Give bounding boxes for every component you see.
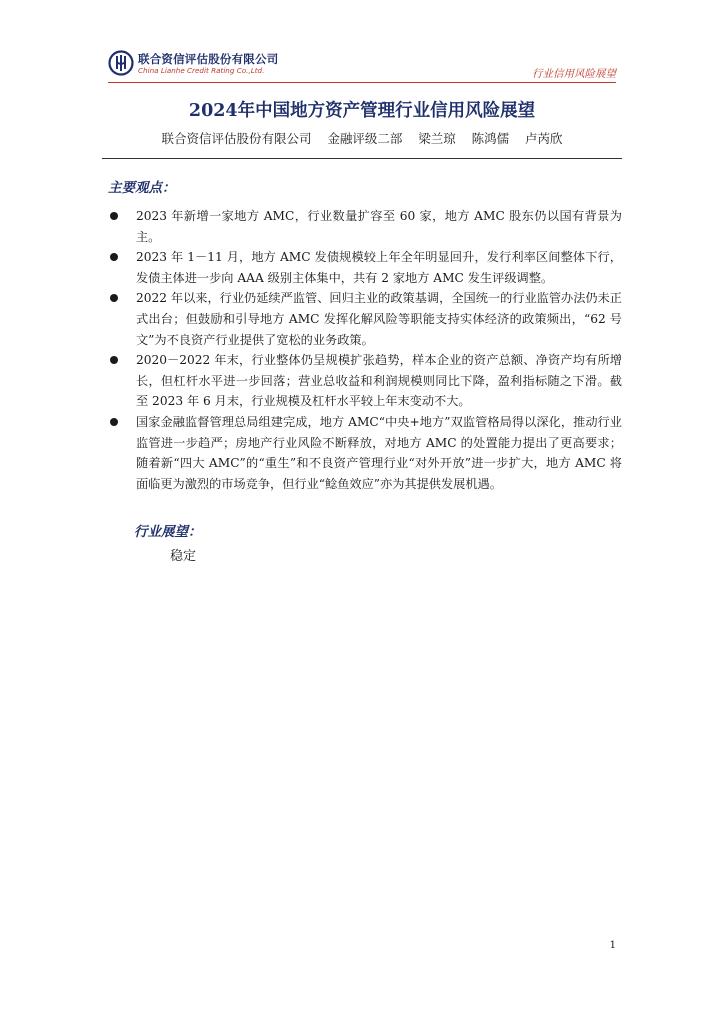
company-name-cn: 联合资信评估股份有限公司 — [138, 52, 279, 66]
list-item — [110, 350, 622, 412]
bullet-icon — [110, 418, 118, 426]
lianhe-logo-icon — [108, 50, 134, 76]
key-points-list — [110, 206, 622, 494]
list-item — [110, 247, 622, 288]
document-title: 2024年中国地方资产管理行业信用风险展望 — [188, 101, 536, 121]
list-item — [110, 412, 622, 494]
bullet-icon — [110, 253, 118, 261]
company-name-en: China Lianhe Credit Rating Co.,Ltd. — [138, 66, 265, 75]
header-divider — [108, 82, 616, 83]
key-point-text: 2022 年以来，行业仍延续严监管、回归主业的政策基调，全国统一的行业监管办法仍未正式出台；但鼓励和引导地方 AMC 发挥化解风险等职能支持实体经济的政策频出，“62 号文”为不良资产行业提供了宽松的业务政策。 — [136, 291, 622, 347]
title-divider — [102, 158, 622, 159]
page-number: 1 — [609, 940, 616, 951]
bullet-icon — [110, 212, 118, 220]
key-points-heading: 主要观点： — [108, 180, 176, 196]
key-point-text: 2023 年 1－11 月，地方 AMC 发债规模较上年全年明显回升，发行利率区间整体下行，发债主体进一步向 AAA 级别主体集中，共有 2 家地方 AMC 发生评级调整。 — [136, 250, 622, 285]
list-item — [110, 288, 622, 350]
bullet-icon — [110, 356, 118, 364]
key-point-text: 2023 年新增一家地方 AMC，行业数量扩容至 60 家，地方 AMC 股东仍以国有背景为主。 — [136, 209, 622, 244]
outlook-heading: 行业展望： — [134, 524, 202, 540]
bullet-icon — [110, 294, 118, 302]
list-item — [110, 206, 622, 247]
key-point-text: 国家金融监督管理总局组建完成，地方 AMC“中央+地方”双监管格局得以深化，推动行业监管进一步趋严；房地产行业风险不断释放，对地方 AMC 的处置能力提出了更高要求；随着新“四大 AMC”的“重生”和不良资产管理行业“对外开放”进一步扩大，地方 AMC 将面临更为激烈的市场竞争，但行业“鲶鱼效应”亦为其提供发展机遇。 — [136, 414, 622, 491]
key-point-text: 2020－2022 年末，行业整体仍呈规模扩张趋势，样本企业的资产总额、净资产均有所增长，但杠杆水平进一步回落；营业总收益和利润规模则同比下降，盈利指标随之下滑。截至 2023 年 6 月末，行业规模及杠杆水平较上年末变动不大。 — [136, 353, 622, 409]
author-line: 联合资信评估股份有限公司 金融评级二部 梁兰琼 陈鸿儒 卢芮欣 — [161, 131, 563, 146]
report-category: 行业信用风险展望 — [532, 68, 616, 80]
outlook-value: 稳定 — [170, 549, 197, 564]
